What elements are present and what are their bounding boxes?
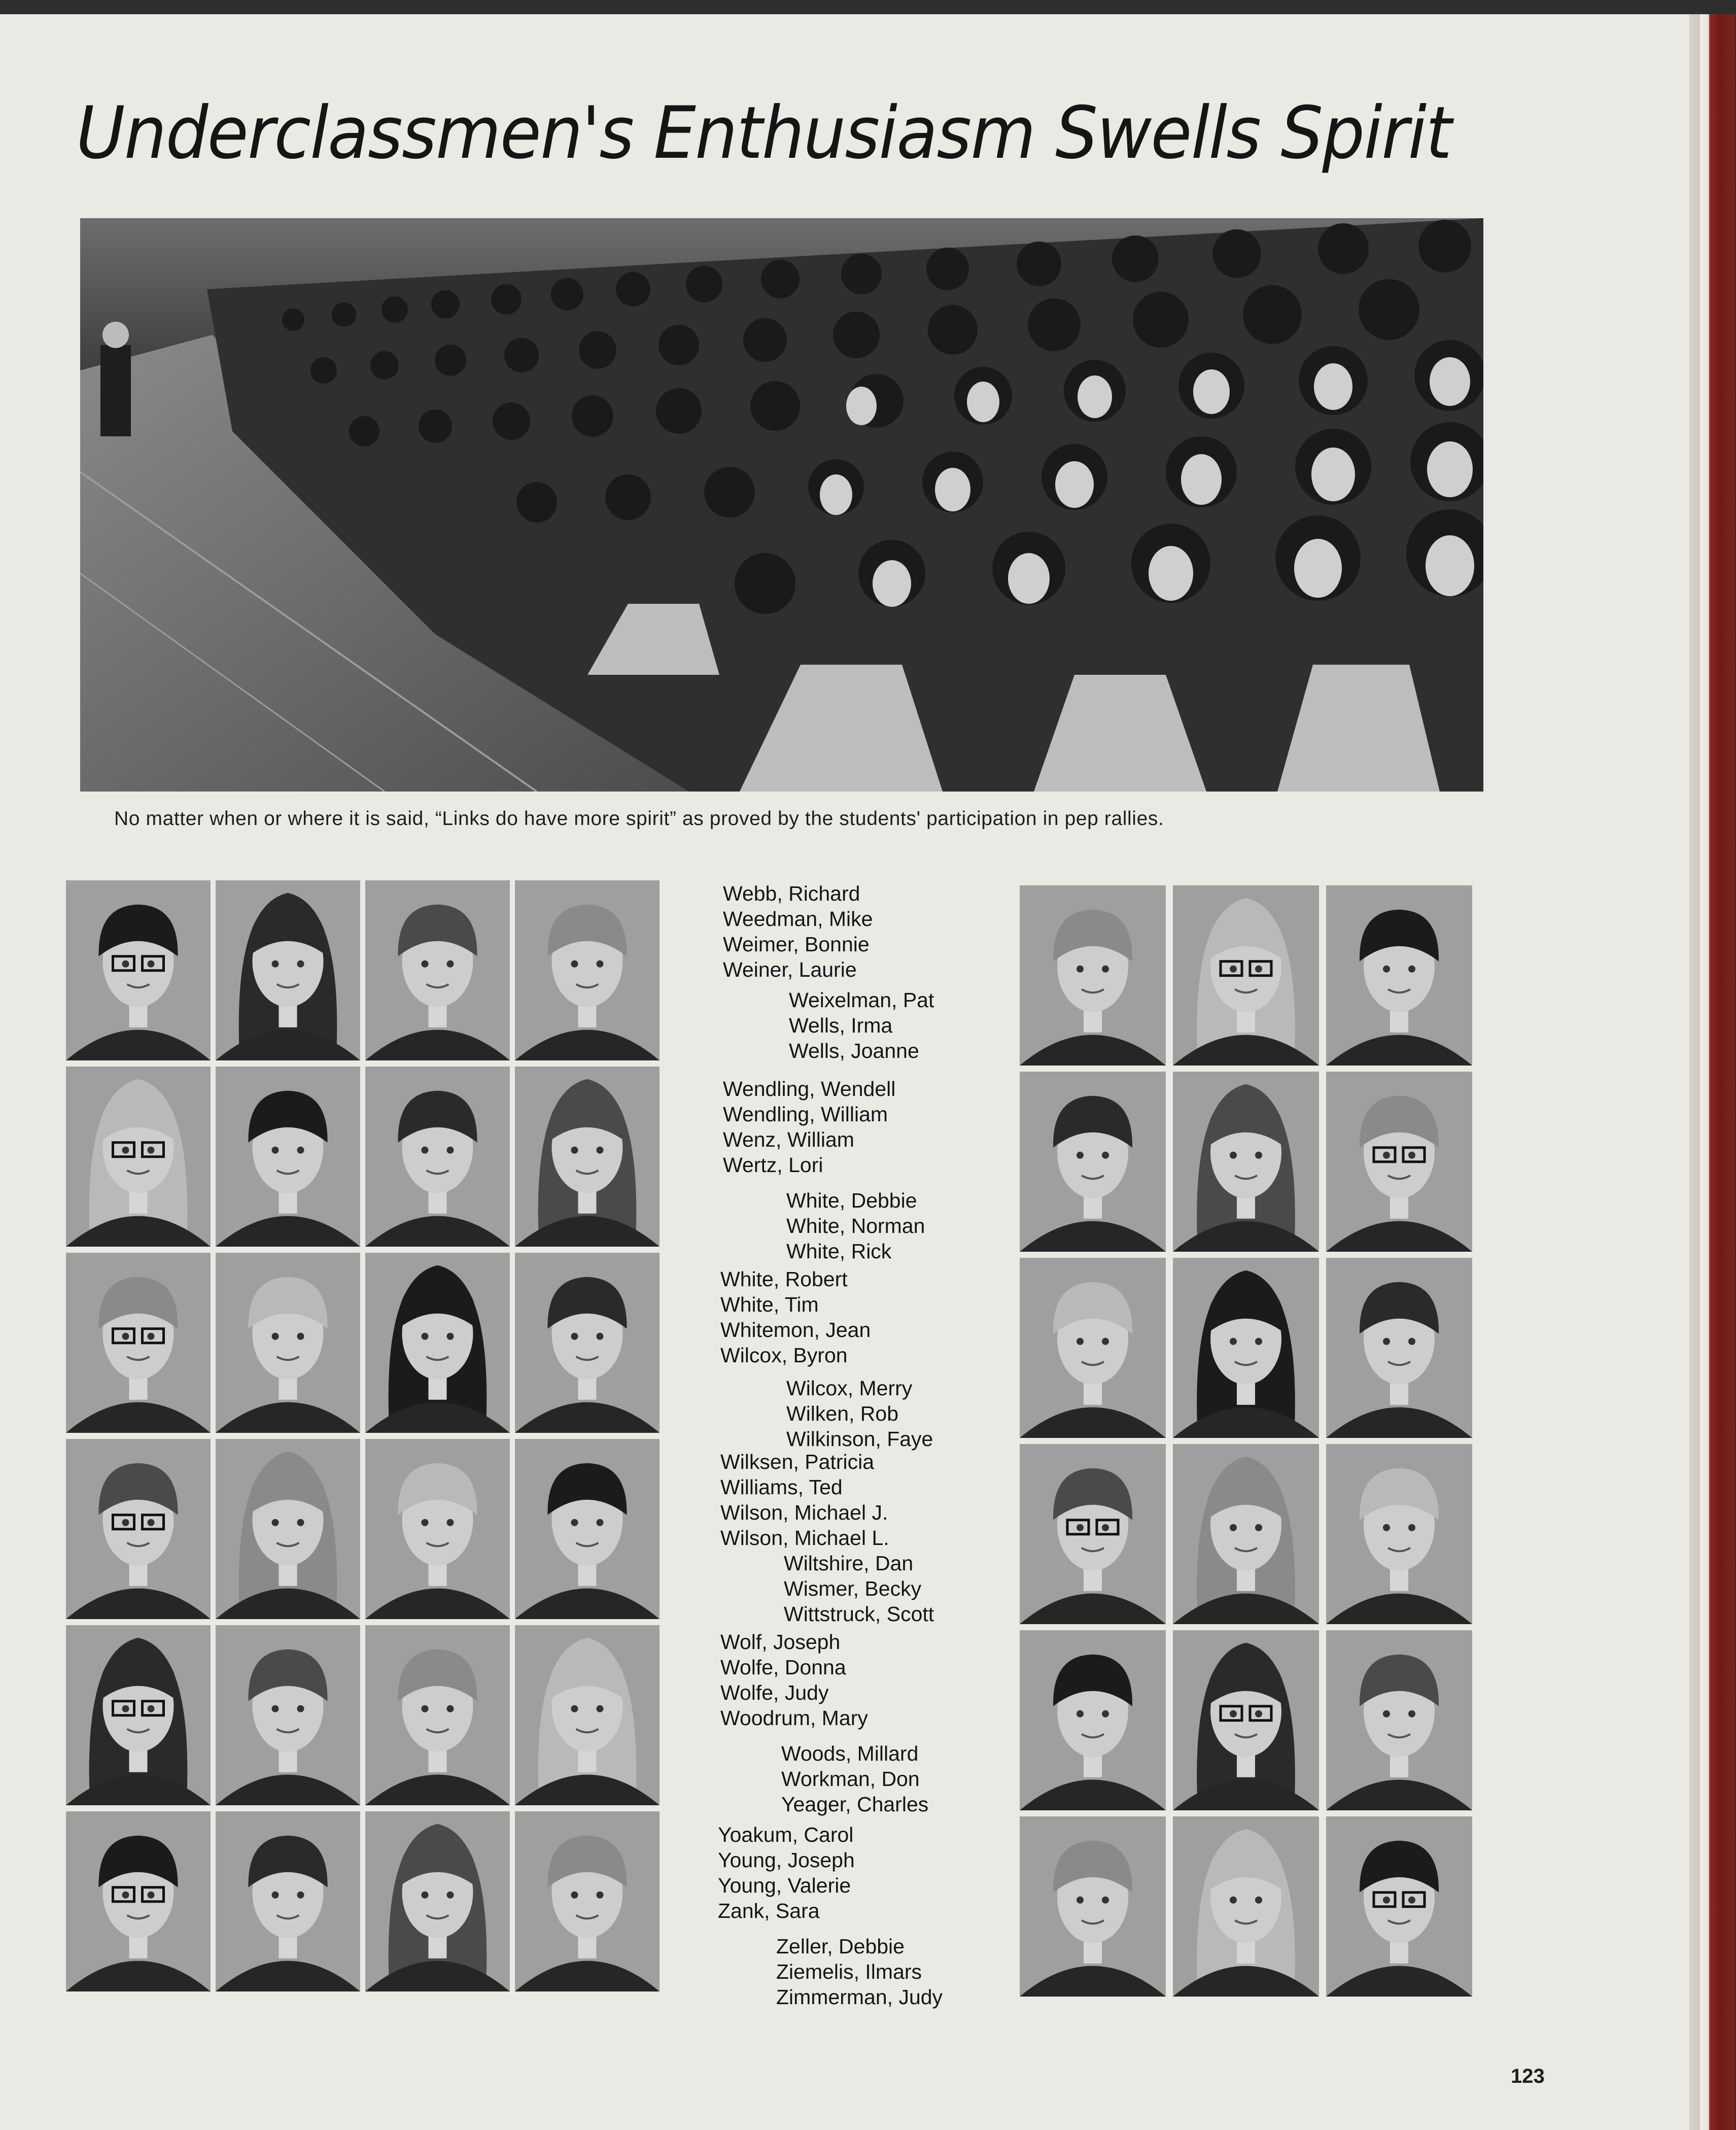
student-portrait [515,1811,659,1991]
pep-rally-photo [80,218,1483,792]
student-name: Weiner, Laurie [723,958,857,981]
student-name: Wolfe, Donna [720,1656,846,1679]
student-name: White, Debbie [786,1189,917,1212]
student-name: Wiltshire, Dan [784,1552,914,1575]
student-portrait [515,1253,659,1433]
student-name: Yeager, Charles [781,1793,929,1816]
student-name: Wertz, Lori [723,1153,823,1177]
student-name: Wells, Joanne [789,1039,919,1062]
student-name: Wolf, Joseph [720,1630,841,1654]
student-portrait [1020,1444,1166,1624]
right-portrait-grid [1020,885,1486,2007]
student-portrait [216,1625,360,1805]
student-name: Webb, Richard [723,882,860,905]
student-portrait [515,1439,659,1619]
student-portrait [515,1067,659,1247]
student-name: Woods, Millard [781,1742,919,1765]
student-portrait [1020,1072,1166,1252]
student-name: Young, Joseph [718,1848,855,1872]
student-portrait [1173,1444,1319,1624]
student-name: Wilson, Michael J. [720,1501,888,1524]
student-portrait [365,1067,510,1247]
student-name: White, Rick [786,1240,892,1263]
student-portrait [1326,885,1472,1066]
student-name: Zeller, Debbie [776,1935,905,1958]
student-name: White, Norman [786,1214,925,1238]
student-portrait [66,1625,211,1805]
student-name: Whitemon, Jean [720,1318,871,1342]
student-name: Workman, Don [781,1767,920,1791]
student-name: Wilcox, Byron [720,1344,848,1367]
student-portrait [1173,1630,1319,1810]
scan-top-border [0,0,1736,14]
page-number: 123 [1511,2065,1545,2087]
student-portrait [1020,1630,1166,1810]
student-name: White, Robert [720,1267,848,1291]
student-name: Zank, Sara [718,1899,820,1922]
student-name: Williams, Ted [720,1475,843,1499]
student-portrait [66,1067,211,1247]
student-name: Wittstruck, Scott [784,1602,934,1626]
student-name: Wolfe, Judy [720,1681,829,1704]
book-binding-edge [1689,14,1735,2130]
student-portrait [1326,1072,1472,1252]
student-name: Wilcox, Merry [786,1377,913,1400]
crowd-photo-image [80,218,1483,792]
student-portrait [1173,1258,1319,1438]
student-name: Wilkinson, Faye [786,1427,933,1451]
student-portrait [365,1811,510,1991]
student-name: Wells, Irma [789,1014,893,1037]
student-portrait [216,1439,360,1619]
student-portrait [1326,1444,1472,1624]
student-portrait [66,880,211,1060]
student-portrait [1326,1816,1472,1997]
student-portrait [1020,1816,1166,1997]
student-name: Wilson, Michael L. [720,1526,889,1550]
student-name: White, Tim [720,1293,819,1316]
student-portrait [66,1253,211,1433]
student-portrait [365,1439,510,1619]
student-name: Wendling, William [723,1103,888,1126]
student-portrait [216,1067,360,1247]
student-name: Wenz, William [723,1128,854,1151]
student-portrait [515,880,659,1060]
student-portrait [515,1625,659,1805]
student-portrait [216,1253,360,1433]
student-portrait [216,1811,360,1991]
student-portrait [216,880,360,1060]
page-title: Underclassmen's Enthusiasm Swells Spirit [76,91,1451,175]
student-portrait [1173,1072,1319,1252]
student-portrait [365,1253,510,1433]
student-portrait [66,1439,211,1619]
student-portrait [1326,1630,1472,1810]
student-name: Young, Valerie [718,1874,851,1897]
student-name: Wilken, Rob [786,1402,899,1425]
student-name: Zimmerman, Judy [776,1985,943,2009]
left-portrait-grid [66,880,675,2002]
student-name: Weixelman, Pat [789,988,934,1012]
photo-caption: No matter when or where it is said, “Links do have more spirit” as proved by the students' participation in pep rallies. [114,808,1164,830]
student-portrait [1326,1258,1472,1438]
student-portrait [365,1625,510,1805]
student-portrait [1020,885,1166,1066]
student-name: Weimer, Bonnie [723,933,870,956]
student-portrait [66,1811,211,1991]
student-portrait [1173,885,1319,1066]
student-name: Yoakum, Carol [718,1823,854,1846]
student-name: Wilksen, Patricia [720,1450,875,1473]
student-name: Ziemelis, Ilmars [776,1960,922,1983]
student-name: Wendling, Wendell [723,1077,896,1101]
student-name: Weedman, Mike [723,907,873,931]
student-name: Woodrum, Mary [720,1706,868,1730]
student-portrait [1173,1816,1319,1997]
student-name: Wismer, Becky [784,1577,922,1600]
student-portrait [1020,1258,1166,1438]
student-portrait [365,880,510,1060]
